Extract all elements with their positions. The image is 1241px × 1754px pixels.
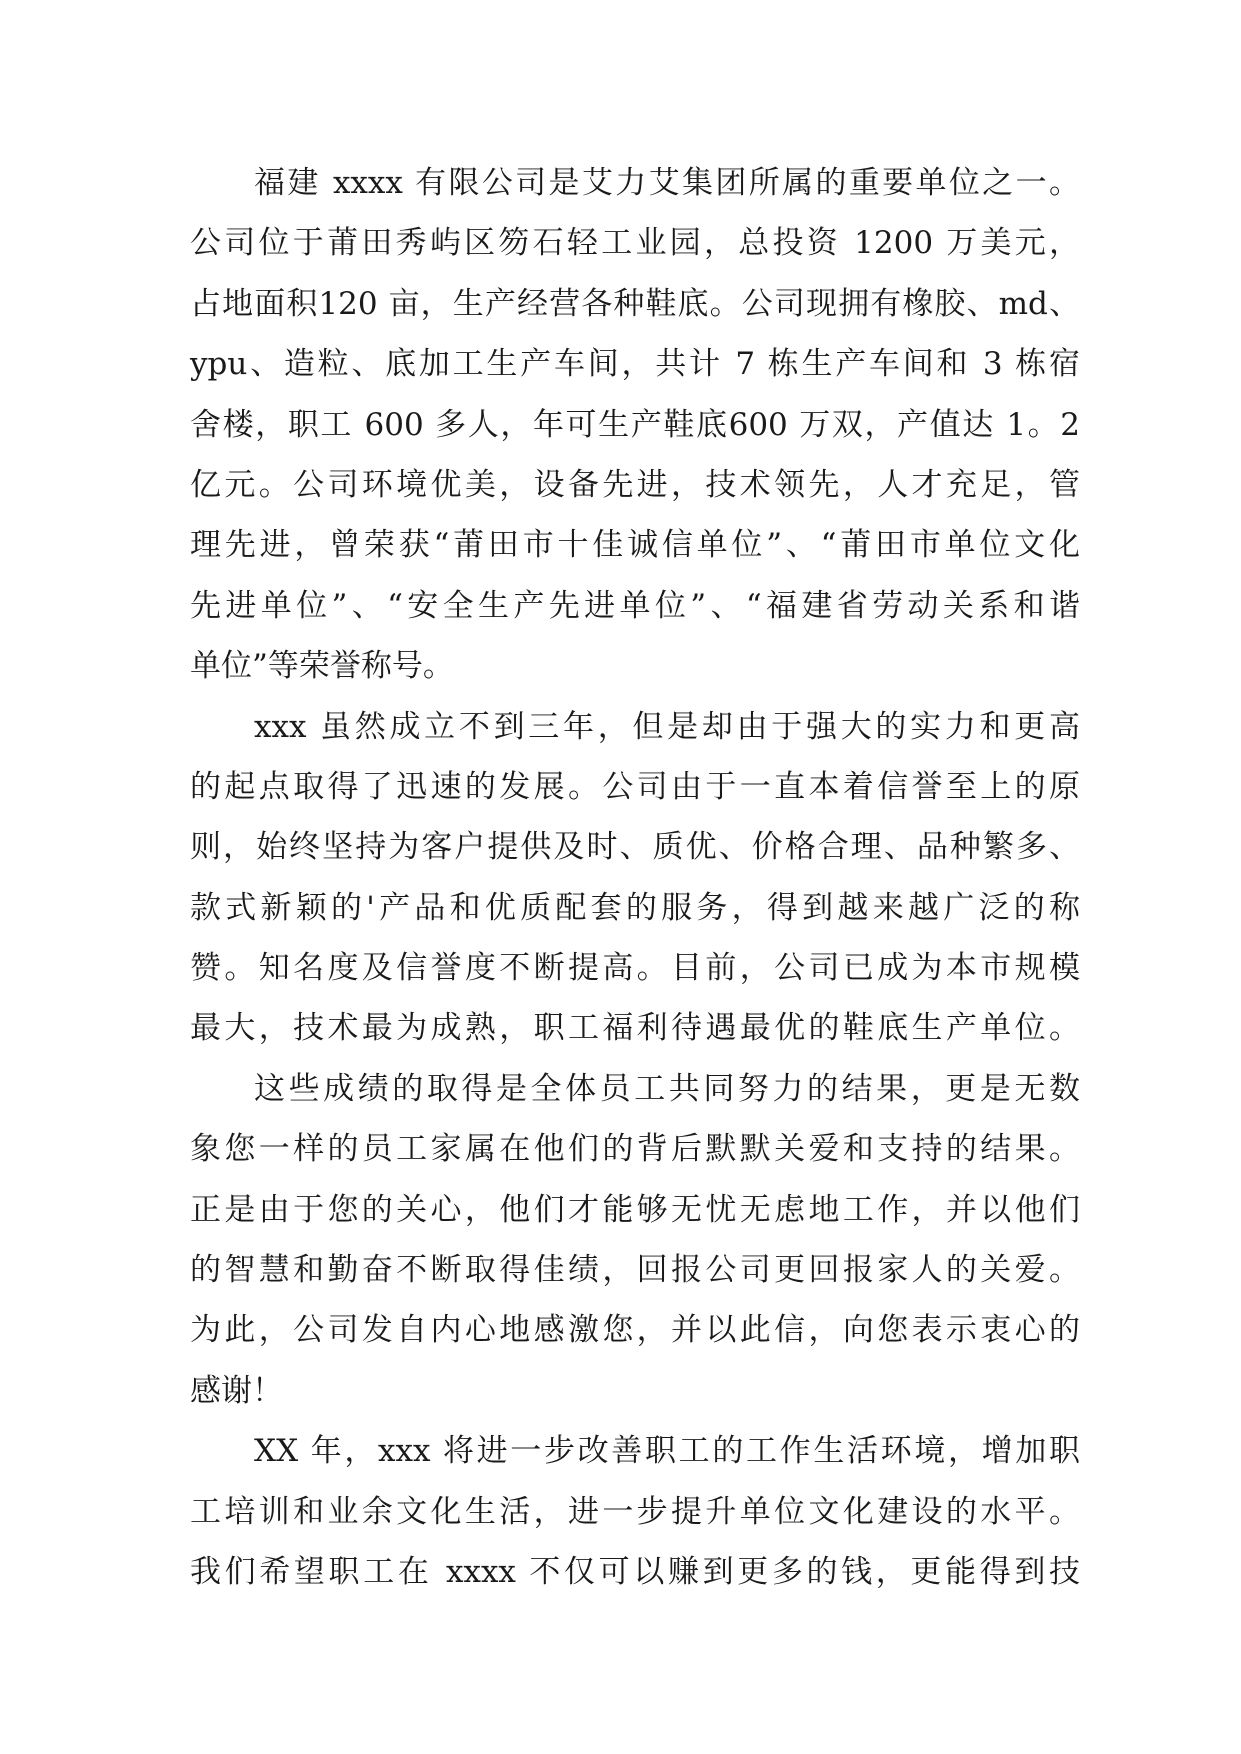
text-line: 正是由于您的关心，他们才能够无忧无虑地工作，并以他们 bbox=[190, 1191, 1080, 1228]
text-line: 为此，公司发自内心地感激您，并以此信，向您表示衷心的 bbox=[190, 1312, 1080, 1349]
text-line: 工培训和业余文化生活，进一步提升单位文化建设的水平。 bbox=[190, 1493, 1080, 1530]
text-line: 感谢！ bbox=[190, 1372, 283, 1409]
text-line: 先进单位”、“安全生产先进单位”、“福建省劳动关系和谐 bbox=[190, 587, 1080, 624]
paragraph-company-intro bbox=[190, 153, 1080, 697]
document-body bbox=[190, 153, 1080, 1602]
text-line: 则，始终坚持为客户提供及时、质优、价格合理、品种繁多、 bbox=[190, 829, 1080, 866]
text-line: 理先进，曾荣获“莆田市十佳诚信单位”、“莆田市单位文化 bbox=[190, 527, 1080, 564]
text-line: 款式新颖的'产品和优质配套的服务，得到越来越广泛的称 bbox=[190, 889, 1080, 926]
text-line: 这些成绩的取得是全体员工共同努力的结果，更是无数 bbox=[254, 1070, 1080, 1107]
text-line: 舍楼，职工 600 多人，年可生产鞋底600 万双，产值达 1。2 bbox=[190, 406, 1080, 443]
paragraph-thanks bbox=[190, 1059, 1080, 1421]
text-line: 的智慧和勤奋不断取得佳绩，回报公司更回报家人的关爱。 bbox=[190, 1252, 1080, 1289]
text-line: 最大，技术最为成熟，职工福利待遇最优的鞋底生产单位。 bbox=[190, 1010, 1080, 1047]
text-line: 的起点取得了迅速的发展。公司由于一直本着信誉至上的原 bbox=[190, 768, 1080, 805]
text-line: 我们希望职工在 xxxx 不仅可以赚到更多的钱，更能得到技 bbox=[190, 1553, 1080, 1590]
text-line: 赞。知名度及信誉度不断提高。目前，公司已成为本市规模 bbox=[190, 950, 1080, 987]
text-line: 公司位于莆田秀屿区笏石轻工业园，总投资 1200 万美元， bbox=[190, 225, 1080, 262]
text-line: 亿元。公司环境优美，设备先进，技术领先，人才充足，管 bbox=[190, 466, 1080, 503]
text-line: ypu、造粒、底加工生产车间，共计 7 栋生产车间和 3 栋宿 bbox=[190, 346, 1080, 383]
text-line: 单位”等荣誉称号。 bbox=[190, 648, 454, 685]
text-line: xxx 虽然成立不到三年，但是却由于强大的实力和更高 bbox=[254, 708, 1080, 745]
text-line: 象您一样的员工家属在他们的背后默默关爱和支持的结果。 bbox=[190, 1131, 1080, 1168]
text-line: 福建 xxxx 有限公司是艾力艾集团所属的重要单位之一。 bbox=[254, 165, 1080, 201]
text-line: XX 年，xxx 将进一步改善职工的工作生活环境，增加职 bbox=[254, 1433, 1080, 1470]
text-line: 占地面积120 亩，生产经营各种鞋底。公司现拥有橡胶、md、 bbox=[190, 285, 1080, 322]
paragraph-company-development bbox=[190, 697, 1080, 1059]
paragraph-future-plans bbox=[190, 1421, 1080, 1602]
